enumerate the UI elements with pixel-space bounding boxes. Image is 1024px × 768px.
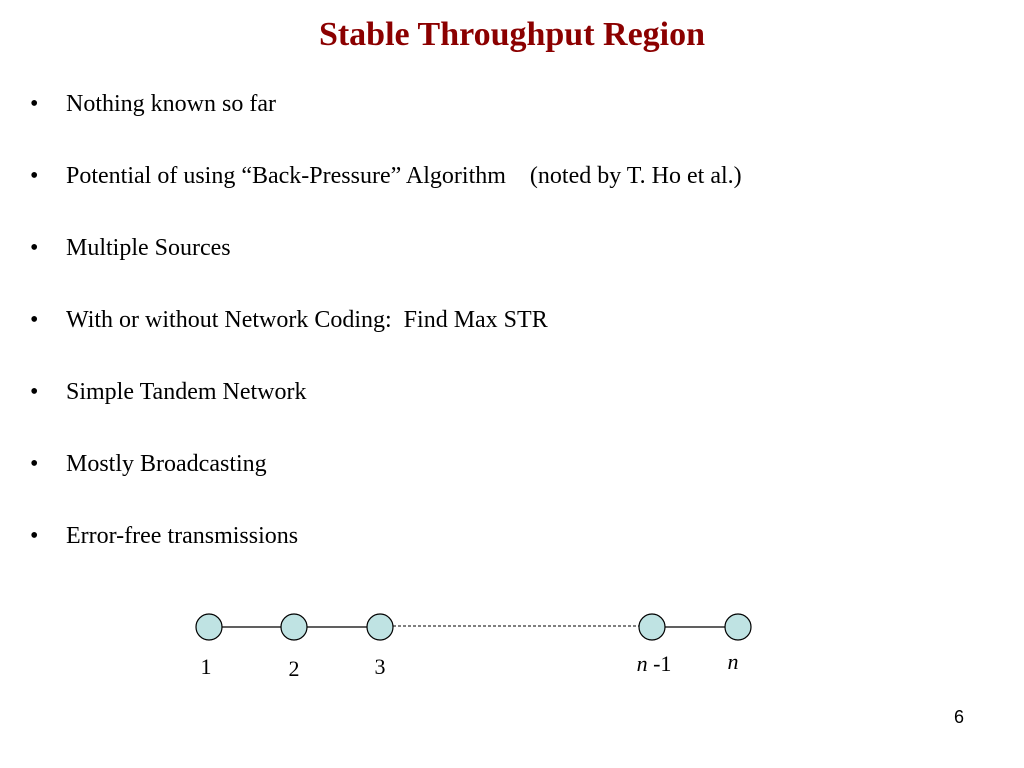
bullet-icon: •	[30, 451, 39, 477]
node-label-n-minus-1	[637, 651, 672, 676]
node-label-n	[728, 649, 739, 674]
node-3	[367, 614, 393, 640]
bullet-icon: •	[30, 523, 39, 549]
node-2	[281, 614, 307, 640]
bullet-icon: •	[30, 235, 39, 261]
node-n-minus-1	[639, 614, 665, 640]
node-n	[725, 614, 751, 640]
node-label-n-minus-1-suffix: -1	[647, 651, 672, 676]
bullet-text: Simple Tandem Network	[66, 379, 307, 405]
node-label-1: 1	[200, 654, 212, 679]
bullet-text: Multiple Sources	[66, 235, 231, 261]
node-label-3: 3	[374, 654, 386, 679]
bullet-text: Error-free transmissions	[66, 523, 299, 549]
bullet-icon: •	[30, 379, 39, 405]
bullet-text: Mostly Broadcasting	[66, 451, 267, 477]
page-number: 6	[953, 707, 964, 727]
bullet-text: Potential of using “Back-Pressure” Algorithm (noted by T. Ho et al.)	[66, 163, 742, 189]
node-label-2: 2	[288, 656, 300, 681]
node-label-n-italic: n	[727, 649, 739, 674]
slide-title: Stable Throughput Region	[318, 16, 706, 53]
node-label-n-minus-1-italic: n	[636, 651, 648, 676]
bullet-icon: •	[30, 163, 39, 189]
bullet-text: With or without Network Coding: Find Max STR	[66, 307, 548, 333]
bullet-text: Nothing known so far	[66, 91, 276, 117]
bullet-icon: •	[30, 307, 39, 333]
node-1	[196, 614, 222, 640]
bullet-icon: •	[30, 91, 39, 117]
